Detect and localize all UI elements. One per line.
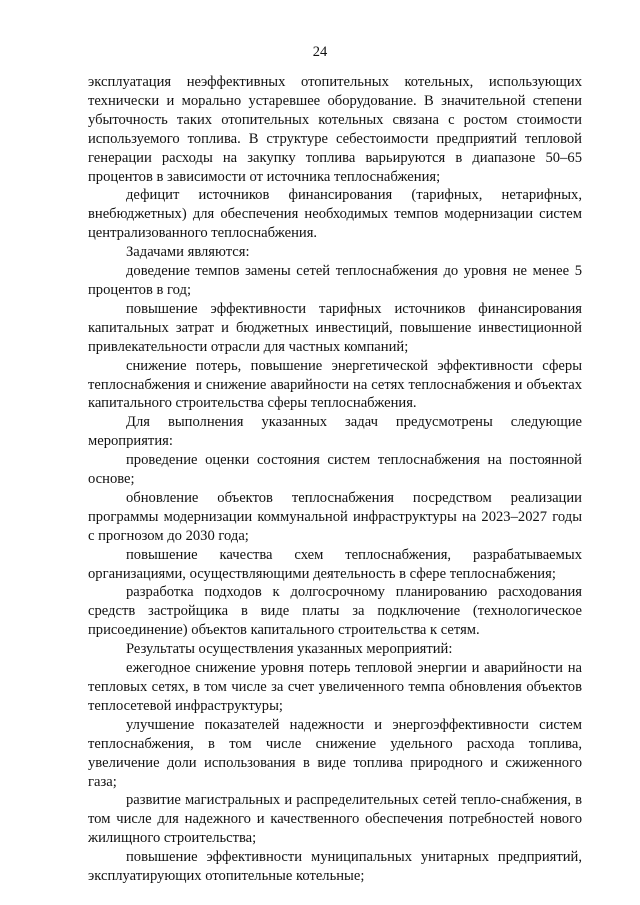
paragraph-16: повышение эффективности муниципальных унитарных предприятий, эксплуатирующих отопительные котельные;: [88, 849, 582, 885]
page-number: 24: [312, 44, 328, 60]
paragraph-1: эксплуатация неэффективных отопительных котельных, использующих технически и морально устаревшее оборудование. В значительной степени убыточность таких отопительных котельных связана с ростом стоимости используемого топлива. В структуре себестоимости предприятий тепловой генерации расходы на закупку топлива варьируются в диапазоне 50–65 процентов в зависимости от источника теплоснабжения;: [88, 74, 582, 185]
paragraph-12: Результаты осуществления указанных мероприятий:: [126, 641, 453, 658]
document-body: [88, 73, 582, 886]
paragraph-13: ежегодное снижение уровня потерь тепловой энергии и аварийности на тепловых сетях, в том числе за счет увеличенного темпа обновления объектов теплосетевой инфраструктуры;: [88, 660, 582, 714]
paragraph-15: развитие магистральных и распределительных сетей тепло-снабжения, в том числе для надежного и качественного обеспечения потребностей нового жилищного строительства;: [88, 792, 582, 847]
paragraph-7: Для выполнения указанных задач предусмотрены следующие мероприятия:: [88, 414, 582, 450]
paragraph-4: доведение темпов замены сетей теплоснабжения до уровня не менее 5 процентов в год;: [88, 263, 582, 298]
paragraph-8: проведение оценки состояния систем теплоснабжения на постоянной основе;: [88, 452, 582, 488]
paragraph-14: улучшение показателей надежности и энергоэффективности систем теплоснабжения, в том числе снижение удельного расхода топлива, увеличение доли использования в виде топлива природного и сжиженного газа;: [88, 716, 582, 790]
paragraph-10: повышение качества схем теплоснабжения, разрабатываемых организациями, осуществляющими деятельность в сфере теплоснабжения;: [88, 546, 582, 582]
paragraph-11: разработка подходов к долгосрочному планированию расходования средств застройщика в виде платы за подключение (технологическое присоединение) объектов капитального строительства к сетям.: [88, 584, 582, 639]
paragraph-5: повышение эффективности тарифных источников финансирования капитальных затрат и бюджетных инвестиций, повышение инвестиционной привлекательности отрасли для частных компаний;: [88, 300, 582, 355]
paragraph-2: дефицит источников финансирования (тарифных, нетарифных, внебюджетных) для обеспечения необходимых темпов модернизации систем централизованного теплоснабжения.: [88, 187, 582, 242]
paragraph-3: Задачами являются:: [126, 244, 250, 261]
paragraph-9: обновление объектов теплоснабжения посредством реализации программы модернизации коммунальной инфраструктуры на 2023–2027 годы с прогнозом до 2030 года;: [88, 489, 582, 544]
paragraph-6: снижение потерь, повышение энергетической эффективности сферы теплоснабжения и снижение аварийности на сетях теплоснабжения и объектах капитального строительства сферы теплоснабжения.: [88, 357, 582, 412]
